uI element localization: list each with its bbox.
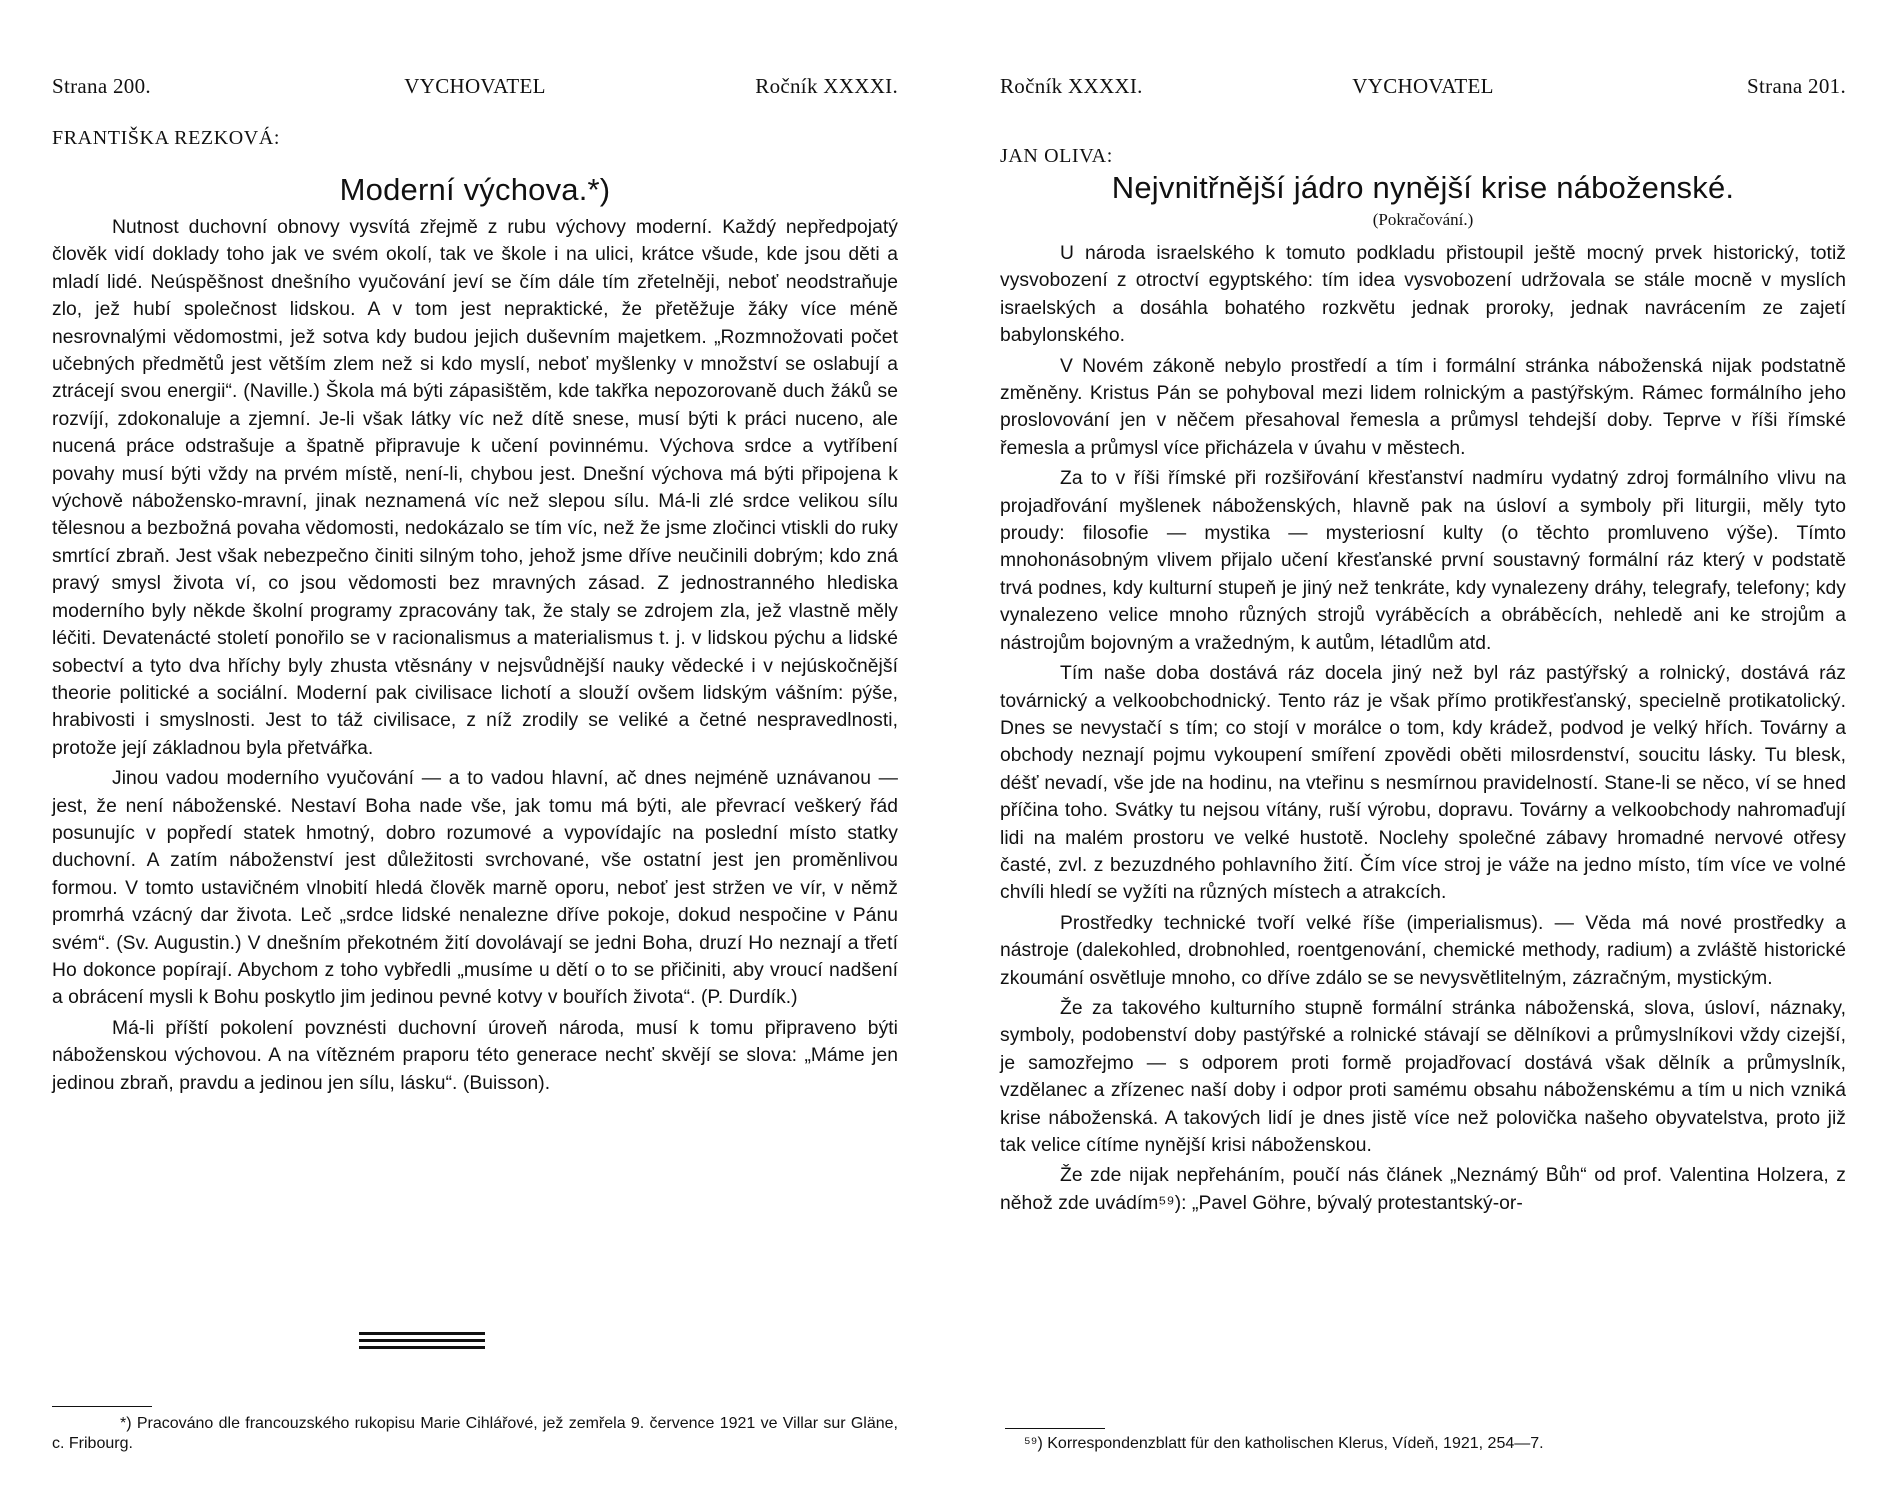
article-body [1000,240,1846,1217]
page-number: Strana 200. [52,74,151,98]
article-title: Nejvnitřnější jádro nynější krise náboženské. [1111,170,1735,205]
volume-label: Ročník XXXXI. [1000,74,1143,98]
footnote [1000,1434,1846,1454]
paragraph: Tím naše doba dostává ráz docela jiný než byl ráz pastýřský a rolnický, dostává ráz továrnický a velkoobchodnický. Tento ráz je však přímo protikřesťanský, specielně protikatolický. Dnes se nevystačí s tím; co stojí v morálce o tom, kdy krádež, podvod je velký hřích. Továrny a obchody neznají pojmu vykoupení smíření zpovědi oběti milosrdenství, soucitu lásky. Tu blesk, déšť nevadí, vše jde na hodinu, na vteřinu s nesmírnou pravidelností. Stane-li se něco, ví se hned příčina toho. Svátky tu nejsou vítány, ruší výrobu, dopravu. Továrny a velkoobchody nahromaďují lidi na malém prostoru ve velké hustotě. Noclehy společné zábavy hromadné nervové otřesy časté, zvl. z bezuzdného pohlavního žití. Čím více stroj je váže na jedno místo, tím více ve volné chvíli hledí se vyžíti na různých místech a atrakcích. [1000,663,1846,904]
running-head [1000,74,1846,100]
paragraph: Prostředky technické tvoří velké říše (imperialismus). — Věda má nové prostředky a nástroje (dalekohled, drobnohled, roentgenování, chemické methody, radium) a zvláště historické zkoumání osvětluje mnoho, co dříve zdálo se se nevysvětlitelným, zázračným, mystickým. [1000,912,1846,989]
paragraph: Že za takového kulturního stupně formální stránka náboženská, slova, úsloví, náznaky, symboly, podobenství doby pastýřské a rolnické stávají se dělníkovi a průmyslníkovi vždy cizejší, je samozřejmo — s odporem proti formě projadřovací dostává však dělník a průmyslník, vzdělanec a zřízenec naší doby i odpor proti samému obsahu náboženskému a tím u nich vzniká krise náboženská. A takových lidí je dnes jistě více než polovička našeho obyvatelstva, proto již tak velice cítíme nynější krisi náboženskou. [1000,997,1846,1156]
page-number: Strana 201. [1747,74,1846,98]
paragraph: U národa israelského k tomuto podkladu přistoupil ještě mocný prvek historický, totiž vysvobození z otroctví egyptského: tím idea vysvobození udržovala se stále mocně v myslích israelských a dosáhla bohatého rozkvětu jednak proroky, jednak navrácením ze zajetí babylonského. [1000,243,1846,347]
article-title: Moderní výchova.*) [339,172,611,207]
article-subtitle: (Pokračování.) [1372,210,1474,229]
footnote-rule [52,1406,152,1407]
journal-title: VYCHOVATEL [1352,74,1494,98]
footnote-text: *) Pracováno dle francouzského rukopisu Marie Cihlářové, jež zemřela 9. července 1921 ve Villar sur Gläne, c. Fribourg. [52,1415,898,1452]
paragraph: V Novém zákoně nebylo prostředí a tím i formální stránka náboženská nijak podstatně změněny. Kristus Pán se pohyboval mezi lidem rolnickým a pastýřským. Rámec formálního jeho proslovování jen v něčem přesahoval řemesla a průmysl tehdejší doby. Teprve v říši římské řemesla a průmysl více přicházela v úvahu v městech. [1000,355,1846,459]
footnote [52,1414,898,1454]
paragraph: Má-li příští pokolení povznésti duchovní úroveň národa, musí k tomu připraveno býti náboženskou výchovou. A na vítězném praporu této generace nechť skvějí se slova: „Máme jen jedinou zbraň, pravdu a jedinou jen sílu, lásku“. (Buisson). [52,1017,898,1094]
journal-title: VYCHOVATEL [404,74,546,98]
article-author: FRANTIŠKA REZKOVÁ: [52,127,281,149]
paragraph: Nutnost duchovní obnovy vysvítá zřejmě z rubu výchovy moderní. Každý nepředpojatý člověk vidí doklady toho jak ve svém okolí, tak ve škole i na ulici, krátce všude, kde jsou děti a mladí lidé. Neúspěšnost dnešního vyučování jeví se čím dále tím zřetelněji, neboť neodstraňuje zlo, jež hubí společnost lidskou. A v tom jest nepraktické, že přetěžuje žáky více méně nesrovnalými vědomostmi, jež sotva kdy budou jejich duševním majetkem. „Rozmnožovati počet učebných předmětů jest větším zlem než si kdo myslí, neboť myšlenky v množství se oslabují a ztrácejí svou energii“. (Naville.) Škola má býti zápasištěm, kde takřka nepozorovaně duch žáků se rozvíjí, zdokonaluje a zjemní. Je-li však látky víc než dítě snese, musí býti k práci nuceno, ale nucená práce odstrašuje a špatně připravuje k učení povinnému. Výchova srdce a vytříbení povahy musí býti vždy na prvém místě, není-li, chybou jest. Dnešní výchova má býti připojena k výchově nábožensko-mravní, jinak neznamená víc než slepou sílu. Má-li zlé srdce velikou sílu tělesnou a bezbožná povaha vědomosti, nedokázalo se tím víc, než že jsme zločinci vtiskli do ruky smrtící zbraň. Jest však nebezpečno činiti silným toho, jehož jsme dříve neučinili dobrým; kdo zná pravý smysl života ví, co jsou vědomosti bez mravných zásad. Z jednostranného hlediska moderního byly někde školní programy zpracovány tak, že staly se zdrojem zla, jež vlastně měly léčiti. Devatenácté století ponořilo se v racionalismus a materialismus t. j. v lidskou pýchu a lidské sobectví a tyto dva hříchy byly zhusta vtěsnány v nejsvůdnější nauky vědecké i v nejúskočnější theorie politické a sociální. Moderní pak civilisace lichotí a slouží ovšem lidským vášním: pýše, hrabivosti i smyslnosti. Jest to táž civilisace, z níž zrodily se veliké a četné nespravedlnosti, protože její základnou byla přetvářka. [52,217,898,759]
paragraph: Že zde nijak nepřeháním, poučí nás článek „Neznámý Bůh“ od prof. Valentina Holzera, z něhož zde uvádím⁵⁹): „Pavel Göhre, bývalý protestantský-or- [1000,1165,1846,1214]
end-ornament [359,1332,485,1353]
footnote-rule [1005,1428,1105,1429]
paragraph: Jinou vadou moderního vyučování — a to vadou hlavní, ač dnes nejméně uznávanou — jest, že není náboženské. Nestaví Boha nade vše, jak tomu má býti, ale převrací veškerý řád posunujíc v popředí statek hmotný, dobro rozumové a vypovídajíc na poslední místo statky duchovní. A zatím náboženství jest důležitosti svrchované, vše ostatní jest jen proměnlivou formou. V tomto ustavičném vlnobití hledá člověk marně oporu, neboť jest stržen ve vír, v němž promrhá vzácný dar života. Leč „srdce lidské nenalezne dříve pokoje, dokud nespočine v Pánu svém“. (Sv. Augustin.) V dnešním překotném žití dovolávají se jedni Boha, druzí Ho neznají a třetí Ho dokonce popírají. Abychom z toho vybředli „musíme u dětí o to se přičiniti, aby vroucí nadšení a obrácení mysli k Bohu poskytlo jim jedinou pevné kotvy v bouřích života“. (P. Durdík.) [52,768,898,1009]
running-head [52,74,898,100]
footnote-text: ⁵⁹) Korrespondenzblatt für den katholischen Klerus, Vídeň, 1921, 254—7. [1024,1435,1544,1452]
article-body [52,214,898,1097]
paragraph: Za to v říši římské při rozšiřování křesťanství nadmíru vydatný zdroj formálního vlivu na projadřování myšlenek náboženských, hlavně pak na úsloví a symboly při liturgii, měly tyto proudy: filosofie — mystika — mysteriosní kulty (o těchto promluveno výše). Tímto mnohonásobným vlivem přijalo učení křesťanské první soustavný formální ráz který v podstatě trvá podnes, kdy kulturní stupeň je jiný než tenkráte, kdy vynalezeny dráhy, telegrafy, telefony; kdy vynalezeno velice mnoho různých strojů vyráběcích a obráběcích, nehledě ani ke strojům a nástrojům bojovným a vražedným, k autům, létadlům atd. [1000,468,1846,654]
left-page [52,0,898,1500]
article-author: JAN OLIVA: [1000,145,1113,167]
right-page [1000,0,1846,1500]
volume-label: Ročník XXXXI. [755,74,898,98]
